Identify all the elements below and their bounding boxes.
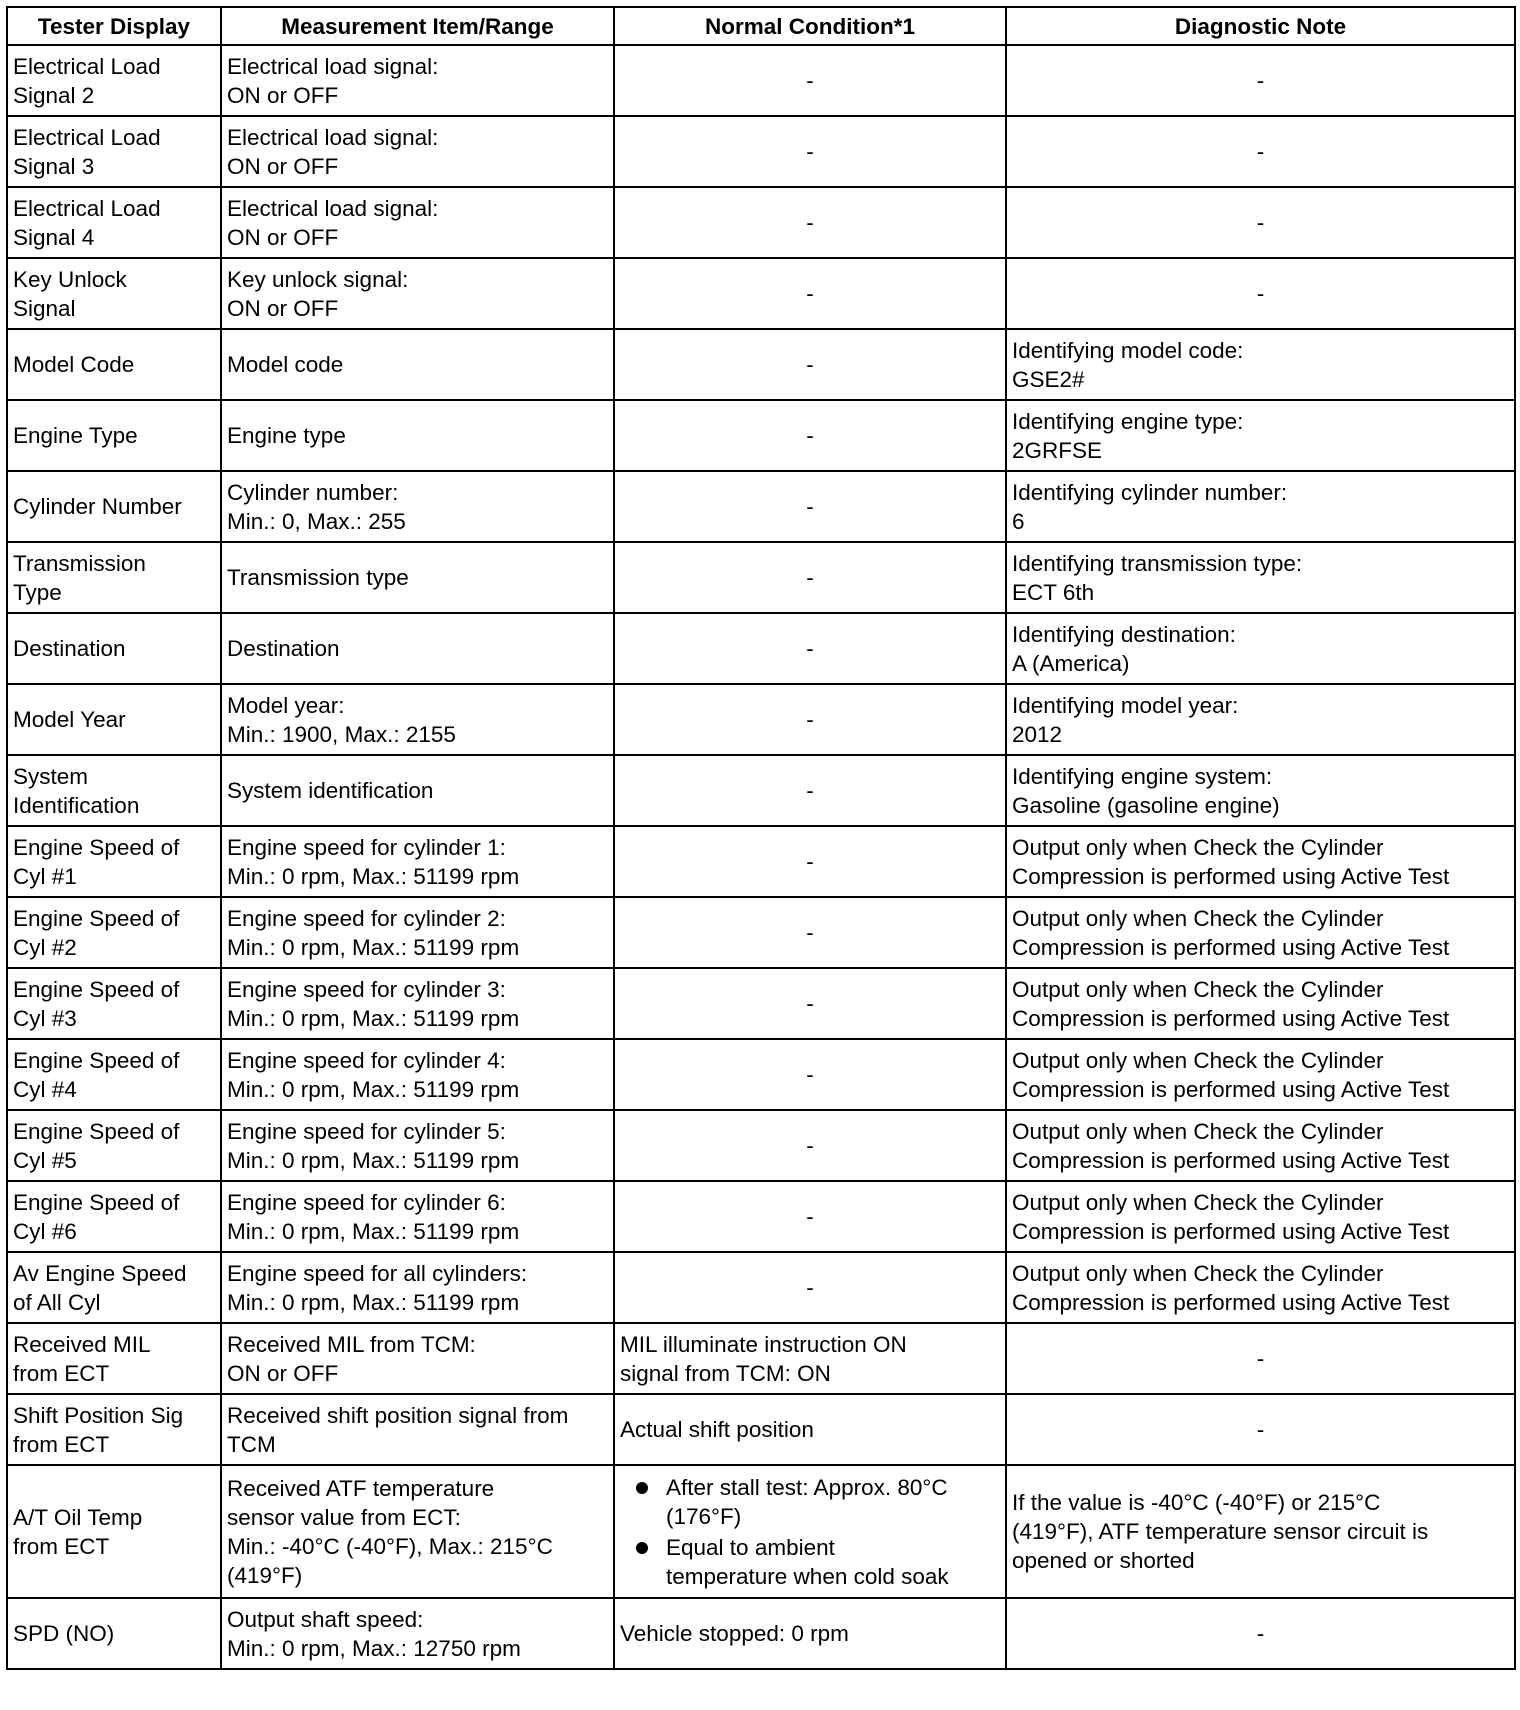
diagnostic-note-cell — [1006, 1323, 1515, 1394]
tester-display-cell-line: Signal 2 — [13, 82, 95, 108]
diagnostic-note-cell-line: Identifying model code: — [1012, 337, 1244, 363]
tester-display-cell-line: Signal 3 — [13, 153, 95, 179]
table-row — [7, 329, 1515, 400]
measurement-cell-line: Received MIL from TCM: — [227, 1331, 476, 1357]
bullet-list — [620, 1473, 1000, 1591]
measurement-cell — [221, 755, 614, 826]
diagnostic-note-cell-line: Compression is performed using Active Test — [1012, 1147, 1450, 1173]
normal-condition-cell-line: Actual shift position — [620, 1417, 814, 1442]
measurement-cell — [221, 613, 614, 684]
table-row — [7, 1181, 1515, 1252]
measurement-cell-line: (419°F) — [227, 1562, 303, 1588]
measurement-cell-line: Engine speed for all cylinders: — [227, 1260, 528, 1286]
diagnostic-note-cell-line: Compression is performed using Active Test — [1012, 1218, 1450, 1244]
measurement-cell — [221, 400, 614, 471]
diagnostic-note-cell — [1006, 968, 1515, 1039]
measurement-cell — [221, 1323, 614, 1394]
bullet-item — [634, 1473, 1000, 1531]
measurement-cell-line: Received ATF temperature — [227, 1475, 495, 1501]
measurement-cell-line: Engine speed for cylinder 2: — [227, 905, 506, 931]
measurement-cell-line: Min.: 0 rpm, Max.: 51199 rpm — [227, 863, 520, 889]
tester-display-cell — [7, 1394, 221, 1465]
tester-display-cell — [7, 187, 221, 258]
measurement-cell — [221, 258, 614, 329]
normal-condition-cell — [614, 897, 1006, 968]
measurement-cell-line: Key unlock signal: — [227, 266, 409, 292]
diagnostic-note-cell-line: 2GRFSE — [1012, 437, 1103, 463]
table-row — [7, 897, 1515, 968]
tester-display-cell — [7, 1039, 221, 1110]
header-measurement-item: Measurement Item/Range — [221, 7, 614, 45]
tester-display-cell-line: Electrical Load — [13, 53, 161, 79]
tester-display-cell-line: Shift Position Sig — [13, 1402, 184, 1428]
diagnostic-note-cell-line: Compression is performed using Active Test — [1012, 1289, 1450, 1315]
tester-display-cell-line: from ECT — [13, 1360, 110, 1386]
tester-display-cell-line: Signal — [13, 295, 76, 321]
diagnostic-note-cell-line: If the value is -40°C (-40°F) or 215°C — [1012, 1490, 1381, 1515]
table-row — [7, 1039, 1515, 1110]
normal-condition-cell-line: - — [806, 920, 814, 945]
tester-display-cell — [7, 542, 221, 613]
normal-condition-cell — [614, 1110, 1006, 1181]
tester-display-cell-line: A/T Oil Temp — [13, 1504, 143, 1530]
table-body — [7, 45, 1515, 1669]
measurement-cell-line: Min.: 0, Max.: 255 — [227, 508, 406, 534]
normal-condition-cell — [614, 755, 1006, 826]
diagnostic-note-cell-line: - — [1256, 281, 1265, 306]
tester-display-cell — [7, 1465, 221, 1598]
diagnostic-note-cell-line: - — [1256, 1621, 1265, 1646]
tester-display-cell-line: Signal 4 — [13, 224, 95, 250]
diagnostic-note-cell-line: 2012 — [1012, 721, 1063, 747]
tester-display-cell — [7, 45, 221, 116]
bullet-item-line: After stall test: Approx. 80°C — [666, 1474, 948, 1500]
measurement-cell — [221, 1181, 614, 1252]
header-tester-display: Tester Display — [7, 7, 221, 45]
normal-condition-cell — [614, 329, 1006, 400]
diagnostic-note-cell-line: (419°F), ATF temperature sensor circuit is — [1012, 1519, 1429, 1544]
diagnostic-note-cell-line: Output only when Check the Cylinder — [1012, 905, 1384, 931]
tester-display-cell-line: Engine Speed of — [13, 1189, 180, 1215]
table-row — [7, 258, 1515, 329]
table-row — [7, 1394, 1515, 1465]
diagnostic-note-cell — [1006, 1181, 1515, 1252]
diagnostic-note-cell-line: Identifying engine type: — [1012, 408, 1244, 434]
diagnostic-note-cell — [1006, 400, 1515, 471]
normal-condition-cell — [614, 116, 1006, 187]
diagnostic-note-cell — [1006, 755, 1515, 826]
diagnostic-note-cell-line: Output only when Check the Cylinder — [1012, 834, 1384, 860]
diagnostic-note-cell-line: Output only when Check the Cylinder — [1012, 976, 1384, 1002]
table-row — [7, 542, 1515, 613]
tester-display-cell-line: Electrical Load — [13, 195, 161, 221]
normal-condition-cell-line: - — [806, 423, 814, 448]
diagnostic-note-cell-line: - — [1256, 210, 1265, 235]
diagnostic-note-cell-line: Output only when Check the Cylinder — [1012, 1260, 1384, 1286]
measurement-cell-line: Min.: 1900, Max.: 2155 — [227, 721, 456, 747]
tester-display-cell-line: Cyl #2 — [13, 934, 77, 960]
normal-condition-cell-line: - — [806, 1275, 814, 1300]
measurement-cell — [221, 684, 614, 755]
measurement-cell-line: ON or OFF — [227, 82, 339, 108]
diagnostic-note-cell — [1006, 542, 1515, 613]
measurement-cell-line: Min.: 0 rpm, Max.: 51199 rpm — [227, 1147, 520, 1173]
normal-condition-cell-line: - — [806, 849, 814, 874]
measurement-cell-line: Min.: 0 rpm, Max.: 51199 rpm — [227, 1218, 520, 1244]
tester-display-cell — [7, 1110, 221, 1181]
normal-condition-cell — [614, 187, 1006, 258]
measurement-cell-line: Engine speed for cylinder 4: — [227, 1047, 506, 1073]
diagnostic-note-cell-line: - — [1256, 1346, 1265, 1371]
tester-display-cell-line: Type — [13, 579, 62, 605]
table-row — [7, 755, 1515, 826]
tester-display-cell-line: Engine Speed of — [13, 834, 180, 860]
tester-display-cell-line: Cyl #4 — [13, 1076, 77, 1102]
measurement-cell-line: ON or OFF — [227, 153, 339, 179]
diagnostic-note-cell-line: Output only when Check the Cylinder — [1012, 1118, 1384, 1144]
normal-condition-cell — [614, 968, 1006, 1039]
tester-display-cell-line: from ECT — [13, 1533, 110, 1559]
diagnostic-note-cell — [1006, 613, 1515, 684]
diagnostic-note-cell-line: Compression is performed using Active Test — [1012, 934, 1450, 960]
tester-display-cell — [7, 1323, 221, 1394]
table-row — [7, 471, 1515, 542]
tester-display-cell-line: Cyl #5 — [13, 1147, 77, 1173]
measurement-cell — [221, 471, 614, 542]
tester-display-cell-line: Cyl #3 — [13, 1005, 77, 1031]
tester-display-cell-line: Model Year — [13, 707, 126, 732]
table-row — [7, 826, 1515, 897]
normal-condition-cell-line: - — [806, 1133, 814, 1158]
bullet-item — [634, 1533, 1000, 1591]
table-row — [7, 1323, 1515, 1394]
normal-condition-cell-line: - — [806, 565, 814, 590]
normal-condition-cell-line: - — [806, 210, 814, 235]
tester-display-cell — [7, 684, 221, 755]
header-diagnostic-note: Diagnostic Note — [1006, 7, 1515, 45]
measurement-cell-line: Cylinder number: — [227, 479, 399, 505]
tester-display-cell — [7, 968, 221, 1039]
diagnostic-note-cell — [1006, 684, 1515, 755]
measurement-cell-line: ON or OFF — [227, 224, 339, 250]
diagnostic-note-cell — [1006, 45, 1515, 116]
diagnostic-note-cell-line: - — [1256, 68, 1265, 93]
table-header — [7, 7, 1515, 45]
tester-display-cell-line: of All Cyl — [13, 1289, 101, 1315]
tester-data-table — [6, 6, 1516, 1670]
measurement-cell — [221, 1252, 614, 1323]
normal-condition-cell — [614, 1465, 1006, 1598]
diagnostic-note-cell-line: GSE2# — [1012, 366, 1085, 392]
bullet-item-line: temperature when cold soak — [666, 1563, 949, 1589]
measurement-cell — [221, 329, 614, 400]
diagnostic-note-cell-line: Identifying model year: — [1012, 692, 1239, 718]
measurement-cell-line: Received shift position signal from — [227, 1402, 569, 1428]
table-row — [7, 1465, 1515, 1598]
tester-display-cell-line: Received MIL — [13, 1331, 151, 1357]
table-row — [7, 1252, 1515, 1323]
tester-display-cell-line: Engine Speed of — [13, 905, 180, 931]
normal-condition-cell — [614, 471, 1006, 542]
normal-condition-cell-line: MIL illuminate instruction ON — [620, 1331, 907, 1357]
tester-display-cell-line: Cylinder Number — [13, 494, 182, 519]
measurement-cell — [221, 968, 614, 1039]
normal-condition-cell — [614, 542, 1006, 613]
measurement-cell-line: Electrical load signal: — [227, 53, 439, 79]
measurement-cell-line: Engine speed for cylinder 1: — [227, 834, 506, 860]
diagnostic-note-cell-line: Compression is performed using Active Test — [1012, 1005, 1450, 1031]
normal-condition-cell-line: - — [806, 139, 814, 164]
normal-condition-cell-line: Vehicle stopped: 0 rpm — [620, 1621, 849, 1646]
normal-condition-cell — [614, 1394, 1006, 1465]
diagnostic-note-cell — [1006, 1252, 1515, 1323]
measurement-cell-line: System identification — [227, 778, 434, 803]
measurement-cell-line: sensor value from ECT: — [227, 1504, 461, 1530]
tester-display-cell — [7, 1181, 221, 1252]
header-normal-condition: Normal Condition*1 — [614, 7, 1006, 45]
tester-display-cell — [7, 1598, 221, 1669]
measurement-cell — [221, 1465, 614, 1598]
tester-display-cell — [7, 897, 221, 968]
measurement-cell-line: Transmission type — [227, 565, 409, 590]
diagnostic-note-cell — [1006, 471, 1515, 542]
measurement-cell — [221, 187, 614, 258]
tester-display-cell — [7, 258, 221, 329]
normal-condition-cell — [614, 400, 1006, 471]
diagnostic-note-cell-line: Compression is performed using Active Test — [1012, 863, 1450, 889]
tester-display-cell-line: SPD (NO) — [13, 1621, 115, 1646]
diagnostic-note-cell — [1006, 1394, 1515, 1465]
table-row — [7, 45, 1515, 116]
normal-condition-cell — [614, 1181, 1006, 1252]
normal-condition-cell — [614, 826, 1006, 897]
tester-display-cell-line: Engine Speed of — [13, 976, 180, 1002]
normal-condition-cell-line: - — [806, 991, 814, 1016]
measurement-cell-line: Electrical load signal: — [227, 195, 439, 221]
diagnostic-note-cell-line: A (America) — [1012, 650, 1130, 676]
table-row — [7, 1598, 1515, 1669]
bullet-item-line: (176°F) — [666, 1503, 742, 1529]
measurement-cell-line: ON or OFF — [227, 295, 339, 321]
normal-condition-cell-line: - — [806, 707, 814, 732]
measurement-cell — [221, 45, 614, 116]
normal-condition-cell-line: - — [806, 636, 814, 661]
diagnostic-note-cell-line: opened or shorted — [1012, 1548, 1195, 1573]
normal-condition-cell-line: signal from TCM: ON — [620, 1360, 831, 1386]
measurement-cell-line: Engine type — [227, 423, 346, 448]
diagnostic-note-cell-line: Identifying cylinder number: — [1012, 479, 1288, 505]
tester-display-cell-line: Cyl #6 — [13, 1218, 77, 1244]
measurement-cell-line: Engine speed for cylinder 3: — [227, 976, 506, 1002]
tester-display-cell-line: Model Code — [13, 352, 135, 377]
diagnostic-note-cell-line: ECT 6th — [1012, 579, 1095, 605]
measurement-cell-line: Engine speed for cylinder 6: — [227, 1189, 506, 1215]
tester-display-cell-line: Cyl #1 — [13, 863, 77, 889]
measurement-cell-line: Min.: 0 rpm, Max.: 51199 rpm — [227, 1289, 520, 1315]
measurement-cell-line: Min.: 0 rpm, Max.: 51199 rpm — [227, 1005, 520, 1031]
diagnostic-note-cell — [1006, 897, 1515, 968]
measurement-cell-line: Min.: 0 rpm, Max.: 12750 rpm — [227, 1635, 521, 1661]
tester-display-cell-line: Key Unlock — [13, 266, 127, 292]
table-row — [7, 116, 1515, 187]
normal-condition-cell — [614, 684, 1006, 755]
diagnostic-note-cell — [1006, 187, 1515, 258]
table-row — [7, 968, 1515, 1039]
table-row — [7, 187, 1515, 258]
normal-condition-cell — [614, 1252, 1006, 1323]
measurement-cell-line: Min.: 0 rpm, Max.: 51199 rpm — [227, 934, 520, 960]
tester-display-cell — [7, 329, 221, 400]
measurement-cell — [221, 542, 614, 613]
tester-display-cell — [7, 755, 221, 826]
diagnostic-note-cell-line: Compression is performed using Active Test — [1012, 1076, 1450, 1102]
tester-display-cell — [7, 613, 221, 684]
table-row — [7, 684, 1515, 755]
table-row — [7, 400, 1515, 471]
tester-display-cell-line: Destination — [13, 636, 126, 661]
bullet-item-line: Equal to ambient — [666, 1534, 835, 1560]
tester-display-cell-line: Transmission — [13, 550, 146, 576]
normal-condition-cell — [614, 1598, 1006, 1669]
measurement-cell-line: Output shaft speed: — [227, 1606, 424, 1632]
normal-condition-cell-line: - — [806, 778, 814, 803]
diagnostic-note-cell-line: Output only when Check the Cylinder — [1012, 1047, 1384, 1073]
diagnostic-note-cell — [1006, 329, 1515, 400]
normal-condition-cell-line: - — [806, 494, 814, 519]
tester-display-cell-line: Engine Speed of — [13, 1047, 180, 1073]
diagnostic-note-cell — [1006, 1598, 1515, 1669]
diagnostic-note-cell — [1006, 258, 1515, 329]
measurement-cell — [221, 1598, 614, 1669]
tester-display-cell — [7, 1252, 221, 1323]
measurement-cell-line: TCM — [227, 1431, 276, 1457]
table-row — [7, 613, 1515, 684]
tester-display-cell — [7, 471, 221, 542]
tester-display-cell — [7, 400, 221, 471]
table-row — [7, 1110, 1515, 1181]
measurement-cell — [221, 826, 614, 897]
measurement-cell-line: Electrical load signal: — [227, 124, 439, 150]
measurement-cell-line: Engine speed for cylinder 5: — [227, 1118, 506, 1144]
diagnostic-note-cell-line: Identifying transmission type: — [1012, 550, 1303, 576]
normal-condition-cell — [614, 45, 1006, 116]
measurement-cell — [221, 897, 614, 968]
header-row — [7, 7, 1515, 45]
measurement-cell-line: Model year: — [227, 692, 345, 718]
tester-display-cell-line: from ECT — [13, 1431, 110, 1457]
measurement-cell — [221, 116, 614, 187]
measurement-cell-line: Model code — [227, 352, 344, 377]
diagnostic-note-cell — [1006, 116, 1515, 187]
measurement-cell-line: Min.: -40°C (-40°F), Max.: 215°C — [227, 1533, 553, 1559]
normal-condition-cell — [614, 258, 1006, 329]
tester-display-cell-line: Identification — [13, 792, 140, 818]
page — [6, 6, 1514, 1670]
diagnostic-note-cell-line: 6 — [1012, 508, 1025, 534]
diagnostic-note-cell — [1006, 1039, 1515, 1110]
normal-condition-cell-line: - — [806, 1204, 814, 1229]
diagnostic-note-cell-line: Identifying destination: — [1012, 621, 1236, 647]
measurement-cell-line: ON or OFF — [227, 1360, 339, 1386]
diagnostic-note-cell-line: - — [1256, 139, 1265, 164]
normal-condition-cell — [614, 1323, 1006, 1394]
tester-display-cell-line: Engine Type — [13, 423, 138, 448]
measurement-cell — [221, 1394, 614, 1465]
measurement-cell-line: Destination — [227, 636, 340, 661]
diagnostic-note-cell-line: Identifying engine system: — [1012, 763, 1273, 789]
measurement-cell-line: Min.: 0 rpm, Max.: 51199 rpm — [227, 1076, 520, 1102]
normal-condition-cell-line: - — [806, 352, 814, 377]
diagnostic-note-cell — [1006, 1465, 1515, 1598]
tester-display-cell-line: Electrical Load — [13, 124, 161, 150]
tester-display-cell-line: System — [13, 763, 89, 789]
diagnostic-note-cell — [1006, 1110, 1515, 1181]
tester-display-cell-line: Engine Speed of — [13, 1118, 180, 1144]
measurement-cell — [221, 1110, 614, 1181]
diagnostic-note-cell-line: Output only when Check the Cylinder — [1012, 1189, 1384, 1215]
measurement-cell — [221, 1039, 614, 1110]
normal-condition-cell-line: - — [806, 281, 814, 306]
diagnostic-note-cell-line: Gasoline (gasoline engine) — [1012, 792, 1280, 818]
tester-display-cell — [7, 826, 221, 897]
normal-condition-cell-line: - — [806, 1062, 814, 1087]
diagnostic-note-cell — [1006, 826, 1515, 897]
normal-condition-cell-line: - — [806, 68, 814, 93]
tester-display-cell-line: Av Engine Speed — [13, 1260, 187, 1286]
tester-display-cell — [7, 116, 221, 187]
diagnostic-note-cell-line: - — [1256, 1417, 1265, 1442]
normal-condition-cell — [614, 1039, 1006, 1110]
normal-condition-cell — [614, 613, 1006, 684]
